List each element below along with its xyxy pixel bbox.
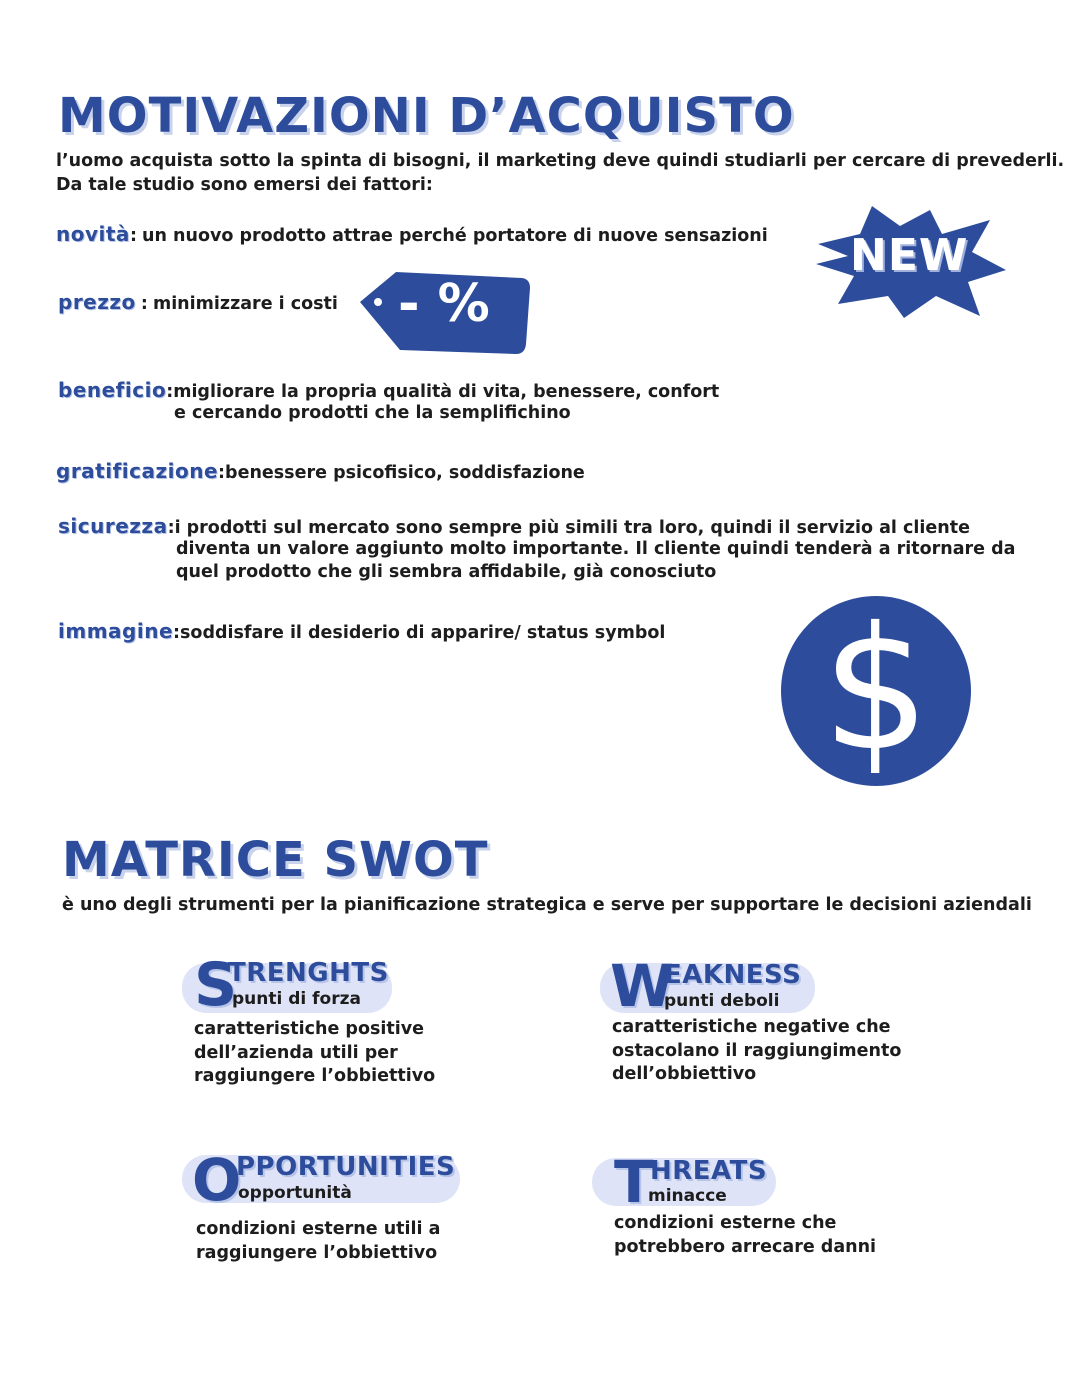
factor-prezzo [58,290,338,316]
weakness-desc-3: dell’obbiettivo [612,1064,757,1084]
strengths-word: TRENGHTS [228,958,389,988]
new-badge-text: NEW [850,230,969,281]
weakness-desc-1: caratteristiche negative che [612,1017,891,1037]
swot-title: MATRICE SWOT [62,832,489,888]
swot-intro: è uno degli strumenti per la pianificazione strategica e serve per supportare le decisioni aziendali [62,895,1032,915]
strengths-letter: S [194,950,238,1020]
intro-line-1: l’uomo acquista sotto la spinta di bisogni, il marketing deve quindi studiarli per cercare di prevederli. [56,151,1065,171]
threats-word: HREATS [650,1156,768,1186]
factor-gratificazione [56,459,585,485]
factor-sicurezza-line3: quel prodotto che gli sembra affidabile, già conosciuto [176,562,717,582]
dollar-sign: $ [821,596,931,786]
factor-sep: : [218,463,226,483]
discount-tag-icon [356,266,536,356]
factor-novita [56,222,768,248]
factor-sicurezza [58,514,970,540]
factor-text: benessere psicofisico, soddisfazione [225,463,585,483]
factor-text: minimizzare i costi [152,294,338,314]
factor-text: un nuovo prodotto attrae perché portatore di nuove sensazioni [142,226,768,246]
opportunities-word: PPORTUNITIES [236,1152,456,1182]
weakness-desc-2: ostacolano il raggiungimento [612,1041,902,1061]
weakness-sub: punti deboli [664,991,780,1011]
weakness-letter: W [610,952,674,1020]
intro-line-2: Da tale studio sono emersi dei fattori: [56,175,433,195]
factor-immagine [58,619,665,645]
factor-sep: : [167,518,175,538]
factor-sep: : [129,226,137,246]
weakness-word: EAKNESS [664,960,802,990]
factor-sep: : [140,294,148,314]
factor-sep: : [173,623,181,643]
factor-text: migliorare la propria qualità di vita, benessere, confort [173,382,720,402]
threats-sub: minacce [648,1186,727,1206]
factor-keyword: novità [56,222,130,246]
factor-keyword: sicurezza [58,514,168,538]
factor-keyword: gratificazione [56,459,219,483]
factor-beneficio [58,378,719,404]
factor-keyword: prezzo [58,290,136,314]
strengths-desc-1: caratteristiche positive [194,1019,425,1039]
factor-keyword: beneficio [58,378,167,402]
factor-sicurezza-line2: diventa un valore aggiunto molto importante. Il cliente quindi tenderà a ritornare da [176,539,1016,559]
opportunities-sub: opportunità [238,1183,352,1203]
strengths-desc-2: dell’azienda utili per [194,1043,398,1063]
threats-desc-2: potrebbero arrecare danni [614,1237,877,1257]
opportunities-desc-1: condizioni esterne utili a [196,1219,441,1239]
factor-text: i prodotti sul mercato sono sempre più simili tra loro, quindi il servizio al cliente [174,518,970,538]
motivazioni-title: MOTIVAZIONI D’ACQUISTO [58,88,795,144]
threats-desc-1: condizioni esterne che [614,1213,837,1233]
factor-beneficio-line2: e cercando prodotti che la semplifichino [174,403,571,423]
discount-tag-text: - % [398,274,490,334]
dollar-icon [781,596,971,786]
opportunities-letter: O [192,1146,242,1214]
factor-keyword: immagine [58,619,174,643]
threats-letter: T [614,1148,654,1216]
factor-text: soddisfare il desiderio di apparire/ status symbol [180,623,666,643]
strengths-sub: punti di forza [232,989,361,1009]
factor-sep: : [166,382,174,402]
opportunities-desc-2: raggiungere l’obbiettivo [196,1243,438,1263]
strengths-desc-3: raggiungere l’obbiettivo [194,1066,436,1086]
new-badge-icon [812,200,1008,324]
